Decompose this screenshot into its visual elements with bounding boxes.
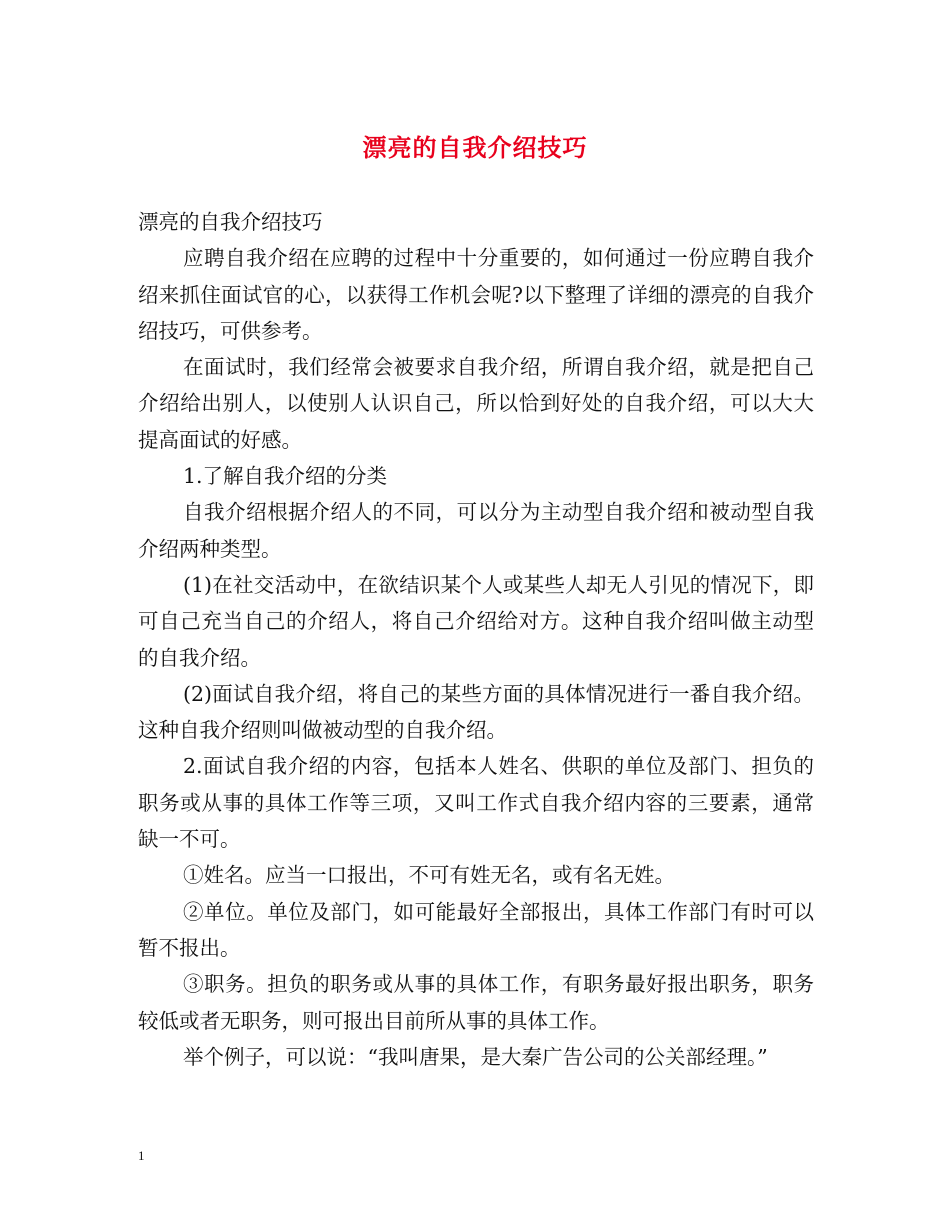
paragraph-active-type: (1)在社交活动中，在欲结识某个人或某些人却无人引见的情况下，即可自己充当自己的介绍人，将自己介绍给对方。这种自我介绍叫做主动型的自我介绍。 bbox=[138, 572, 814, 670]
document-subtitle: 漂亮的自我介绍技巧 bbox=[138, 210, 323, 234]
paragraph-example: 举个例子，可以说：“我叫唐果，是大秦广告公司的公关部经理。” bbox=[183, 1044, 768, 1069]
list-item-position: ③职务。担负的职务或从事的具体工作，有职务最好报出职务，职务较低或者无职务，则可报出目前所从事的具体工作。 bbox=[138, 972, 814, 1033]
section-heading-2: 2.面试自我介绍的内容，包括本人姓名、供职的单位及部门、担负的职务或从事的具体工作等三项，又叫工作式自我介绍内容的三要素，通常缺一不可。 bbox=[138, 754, 814, 852]
list-item-unit: ②单位。单位及部门，如可能最好全部报出，具体工作部门有时可以暂不报出。 bbox=[138, 899, 814, 960]
list-item-name: ①姓名。应当一口报出，不可有姓无名，或有名无姓。 bbox=[183, 863, 675, 888]
paragraph-intro: 应聘自我介绍在应聘的过程中十分重要的，如何通过一份应聘自我介绍来抓住面试官的心，以获得工作机会呢?以下整理了详细的漂亮的自我介绍技巧，可供参考。 bbox=[138, 246, 814, 343]
paragraph-passive-type: (2)面试自我介绍，将自己的某些方面的具体情况进行一番自我介绍。这种自我介绍则叫做被动型的自我介绍。 bbox=[138, 681, 814, 743]
document-title: 漂亮的自我介绍技巧 bbox=[362, 134, 588, 162]
section-heading-1: 1.了解自我介绍的分类 bbox=[183, 464, 388, 489]
page-number: 1 bbox=[138, 1148, 145, 1163]
paragraph-types: 自我介绍根据介绍人的不同，可以分为主动型自我介绍和被动型自我介绍两种类型。 bbox=[138, 500, 814, 561]
document-body bbox=[138, 204, 814, 1075]
paragraph-definition: 在面试时，我们经常会被要求自我介绍，所谓自我介绍，就是把自己介绍给出别人，以使别人认识自己，所以恰到好处的自我介绍，可以大大提高面试的好感。 bbox=[138, 355, 814, 452]
